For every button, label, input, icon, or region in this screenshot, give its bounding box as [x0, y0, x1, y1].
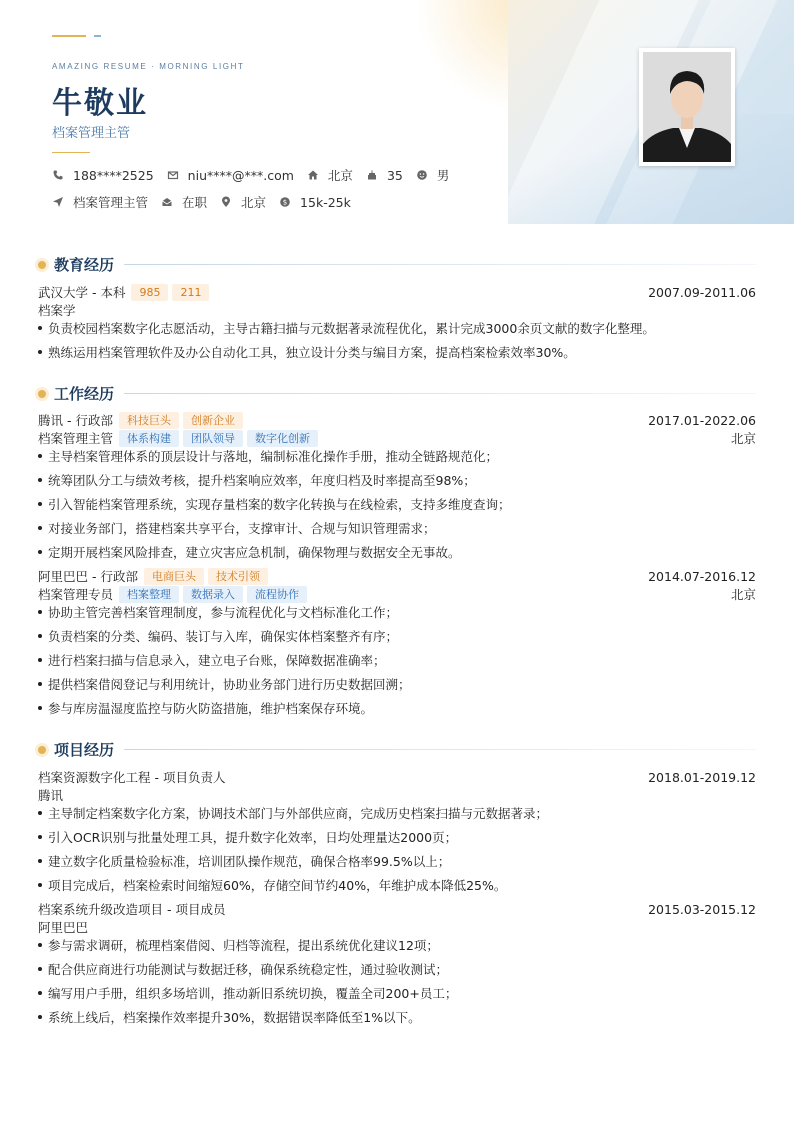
project-entry-header	[38, 768, 756, 786]
email-item	[167, 168, 294, 183]
job-entry-header	[38, 567, 756, 585]
resume-header	[0, 0, 794, 224]
list-item: 主导档案管理体系的顶层设计与落地，编制标准化操作手册，推动全链路规范化；	[38, 447, 756, 465]
section-dot	[38, 390, 46, 398]
list-item: 建立数字化质量检验标准，培训团队操作规范，确保合格率99.5%以上；	[38, 852, 756, 870]
send-icon	[52, 196, 64, 208]
skill-tag: 流程协作	[247, 586, 307, 603]
job-status-text: 在职	[182, 195, 208, 210]
gender-item	[416, 166, 450, 184]
list-item: 系统上线后，档案操作效率提升30%，数据错误率降低至1%以下。	[38, 1008, 756, 1026]
list-item: 协助主管完善档案管理制度，参与流程优化与文档标准化工作；	[38, 603, 756, 621]
list-item: 定期开展档案风险排查，建立灾害应急机制，确保物理与数据安全无事故。	[38, 543, 756, 561]
salary-item	[279, 195, 351, 210]
phone-icon	[52, 169, 64, 181]
work-section-header	[38, 383, 756, 404]
project-title: 项目经历	[54, 741, 115, 759]
list-item: 主导制定档案数字化方案，协调技术部门与外部供应商，完成历史档案扫描与元数据著录；	[38, 804, 756, 822]
school-name: 武汉大学 - 本科	[38, 285, 126, 300]
target-city-text: 北京	[241, 195, 267, 210]
job-city: 北京	[730, 587, 756, 602]
list-item: 负责档案的分类、编码、装订与入库，确保实体档案整齐有序；	[38, 627, 756, 645]
job-position: 档案管理主管	[38, 431, 114, 446]
list-item: 提供档案借阅登记与利用统计，协助业务部门进行历史数据回溯；	[38, 675, 756, 693]
phone-text: 188****2525	[73, 167, 154, 183]
education-date: 2007.09-2011.06	[648, 284, 756, 300]
avatar-photo	[643, 52, 731, 162]
job-position-row	[38, 429, 756, 447]
job-date: 2017.01-2022.06	[648, 412, 756, 428]
gender-text: 男	[436, 168, 450, 183]
section-rule	[124, 264, 756, 265]
mail-icon	[167, 169, 179, 181]
job-entry-header	[38, 411, 756, 429]
company-name: 阿里巴巴 - 行政部	[38, 569, 138, 584]
skill-tag: 团队领导	[183, 430, 243, 447]
status-icon	[161, 196, 173, 208]
project-entry-header	[38, 900, 756, 918]
decor-line-gold	[52, 35, 86, 37]
job-city: 北京	[730, 431, 756, 446]
list-item: 编写用户手册，组织多场培训，推动新旧系统切换，覆盖全司200+员工；	[38, 984, 756, 1002]
candidate-role: 档案管理主管	[52, 126, 131, 141]
education-section-header	[38, 254, 756, 275]
template-subtitle: AMAZING RESUME · MORNING LIGHT	[52, 62, 245, 71]
list-item: 引入OCR识别与批量处理工具，提升数字化效率，日均处理量达2000页；	[38, 828, 756, 846]
email-text: niu****@***.com	[187, 167, 294, 183]
section-dot	[38, 261, 46, 269]
company-name: 腾讯 - 行政部	[38, 413, 113, 428]
education-entry-header	[38, 283, 756, 301]
list-item: 项目完成后，档案检索时间缩短60%，存储空间节约40%，年维护成本降低25%。	[38, 876, 756, 894]
list-item: 引入智能档案管理系统，实现存量档案的数字化转换与在线检索，支持多维度查询；	[38, 495, 756, 513]
avatar	[639, 48, 735, 166]
skill-tag: 数字化创新	[247, 430, 318, 447]
project-date: 2015.03-2015.12	[648, 901, 756, 917]
skill-tag: 体系构建	[119, 430, 179, 447]
project-section-header	[38, 739, 756, 760]
company-tag: 创新企业	[183, 412, 243, 429]
hometown-item	[307, 166, 353, 184]
age-item	[366, 168, 403, 183]
section-rule	[124, 749, 756, 750]
section-rule	[124, 393, 756, 394]
list-item: 配合供应商进行功能测试与数据迁移，确保系统稳定性，通过验收测试；	[38, 960, 756, 978]
project-org: 腾讯	[38, 788, 64, 803]
project-name: 档案系统升级改造项目 - 项目成员	[38, 902, 226, 917]
education-title: 教育经历	[54, 256, 115, 274]
company-tag: 科技巨头	[119, 412, 179, 429]
major: 档案学	[38, 303, 76, 318]
cake-icon	[366, 169, 378, 181]
list-item: 熟练运用档案管理软件及办公自动化工具，独立设计分类与编目方案，提高档案检索效率30%。	[38, 343, 756, 361]
target-position-text: 档案管理主管	[73, 195, 149, 210]
phone-item	[52, 168, 154, 183]
section-dot	[38, 746, 46, 754]
list-item: 参与需求调研，梳理档案借阅、归档等流程，提出系统优化建议12项；	[38, 936, 756, 954]
company-tag: 技术引领	[208, 568, 268, 585]
project-name: 档案资源数字化工程 - 项目负责人	[38, 770, 226, 785]
list-item: 进行档案扫描与信息录入，建立电子台账，保障数据准确率；	[38, 651, 756, 669]
project-org: 阿里巴巴	[38, 920, 89, 935]
svg-text:$: $	[282, 198, 288, 207]
divider	[52, 152, 90, 153]
project-org-row	[38, 786, 756, 804]
list-item: 统筹团队分工与绩效考核，提升档案响应效率，年度归档及时率提高至98%；	[38, 471, 756, 489]
target-position-item	[52, 193, 148, 211]
list-item: 参与库房温湿度监控与防火防盗措施，维护档案保存环境。	[38, 699, 756, 717]
skill-tag: 数据录入	[183, 586, 243, 603]
job-intent-row	[52, 193, 364, 211]
salary-icon	[279, 196, 291, 208]
education-major-row	[38, 301, 756, 319]
school-tag: 985	[131, 284, 168, 301]
list-item: 对接业务部门，搭建档案共享平台，支撑审计、合规与知识管理需求；	[38, 519, 756, 537]
salary-text: 15k-25k	[300, 194, 351, 210]
gender-icon	[416, 169, 428, 181]
hometown-text: 北京	[327, 168, 353, 183]
age-text: 35	[386, 167, 403, 183]
candidate-name: 牛敬业	[52, 86, 148, 121]
job-position: 档案管理专员	[38, 587, 114, 602]
job-date: 2014.07-2016.12	[648, 568, 756, 584]
location-icon	[220, 196, 232, 208]
skill-tag: 档案整理	[119, 586, 179, 603]
decor-line-blue	[94, 35, 101, 37]
contact-info-row	[52, 166, 462, 184]
project-org-row	[38, 918, 756, 936]
job-status-item	[161, 193, 207, 211]
home-icon	[307, 169, 319, 181]
work-title: 工作经历	[54, 385, 115, 403]
job-position-row	[38, 585, 756, 603]
school-tag: 211	[172, 284, 209, 301]
target-city-item	[220, 193, 266, 211]
company-tag: 电商巨头	[144, 568, 204, 585]
list-item: 负责校园档案数字化志愿活动，主导古籍扫描与元数据著录流程优化，累计完成3000余页文献的数字化整理。	[38, 319, 756, 337]
project-date: 2018.01-2019.12	[648, 769, 756, 785]
